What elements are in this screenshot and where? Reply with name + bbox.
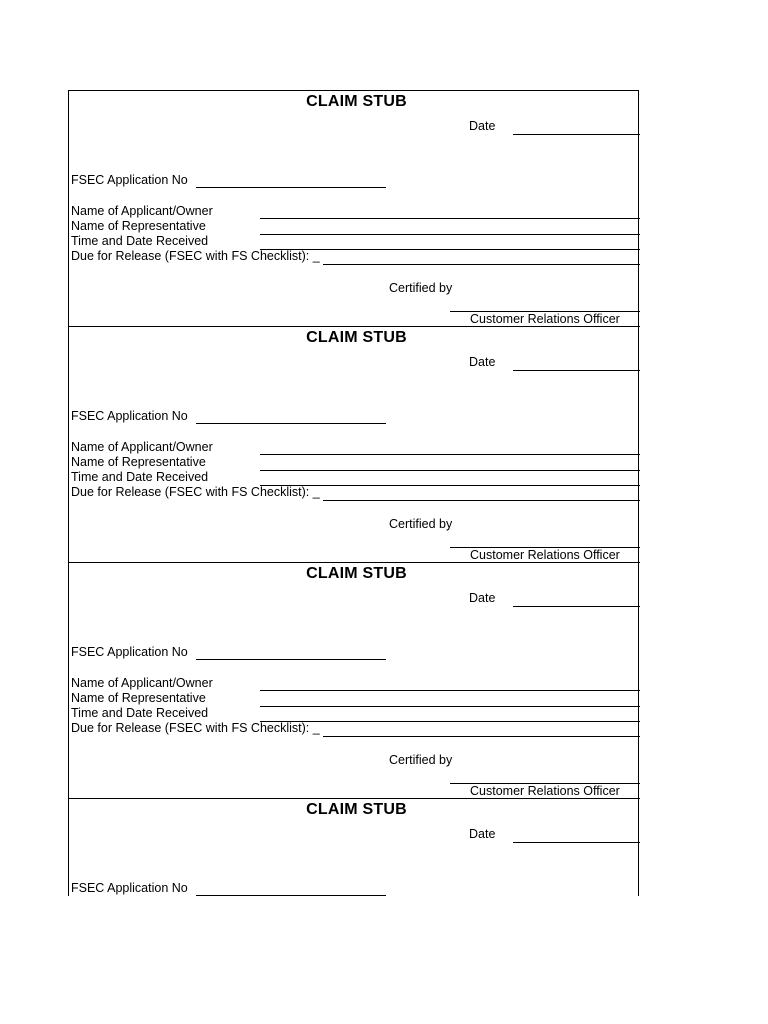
date-label: Date: [469, 827, 496, 841]
application-no-label: FSEC Application No: [71, 881, 188, 895]
officer-label: Customer Relations Officer: [470, 312, 620, 326]
due-for-release-label: Due for Release (FSEC with FS Checklist): _: [71, 249, 320, 263]
date-label: Date: [469, 119, 496, 133]
due-for-release-field[interactable]: [323, 264, 640, 265]
date-field[interactable]: [513, 134, 640, 135]
applicant-field[interactable]: [260, 218, 640, 219]
application-no-label: FSEC Application No: [71, 409, 188, 423]
date-field[interactable]: [513, 370, 640, 371]
stub-title: CLAIM STUB: [306, 565, 407, 582]
application-no-field[interactable]: [196, 659, 386, 660]
date-label: Date: [469, 591, 496, 605]
representative-label: Name of Representative: [71, 691, 206, 705]
stub-title: CLAIM STUB: [306, 93, 407, 110]
officer-label: Customer Relations Officer: [470, 548, 620, 562]
application-no-field[interactable]: [196, 423, 386, 424]
claim-stub-1: [69, 91, 640, 327]
applicant-label: Name of Applicant/Owner: [71, 204, 213, 218]
date-field[interactable]: [513, 606, 640, 607]
applicant-field[interactable]: [260, 690, 640, 691]
application-no-field[interactable]: [196, 895, 386, 896]
stub-title: CLAIM STUB: [306, 329, 407, 346]
time-date-received-label: Time and Date Received: [71, 706, 209, 720]
application-no-field[interactable]: [196, 187, 386, 188]
certified-by-label: Certified by: [389, 753, 453, 767]
representative-label: Name of Representative: [71, 455, 206, 469]
due-for-release-label: Due for Release (FSEC with FS Checklist): _: [71, 721, 320, 735]
claim-stub-3: [69, 563, 640, 799]
claim-stub-2: [69, 327, 640, 563]
applicant-label: Name of Applicant/Owner: [71, 676, 213, 690]
application-no-label: FSEC Application No: [71, 173, 188, 187]
due-for-release-field[interactable]: [323, 500, 640, 501]
claim-stub-sheet: [68, 90, 639, 896]
application-no-label: FSEC Application No: [71, 645, 188, 659]
representative-field[interactable]: [260, 706, 640, 707]
date-field[interactable]: [513, 842, 640, 843]
date-label: Date: [469, 355, 496, 369]
applicant-field[interactable]: [260, 454, 640, 455]
certified-by-label: Certified by: [389, 281, 453, 295]
due-for-release-label: Due for Release (FSEC with FS Checklist): _: [71, 485, 320, 499]
certified-by-label: Certified by: [389, 517, 453, 531]
claim-stub-4: [69, 799, 640, 897]
time-date-received-label: Time and Date Received: [71, 234, 209, 248]
representative-label: Name of Representative: [71, 219, 206, 233]
applicant-label: Name of Applicant/Owner: [71, 440, 213, 454]
time-date-received-label: Time and Date Received: [71, 470, 209, 484]
representative-field[interactable]: [260, 234, 640, 235]
stub-title: CLAIM STUB: [306, 801, 407, 818]
representative-field[interactable]: [260, 470, 640, 471]
due-for-release-field[interactable]: [323, 736, 640, 737]
officer-label: Customer Relations Officer: [470, 784, 620, 798]
